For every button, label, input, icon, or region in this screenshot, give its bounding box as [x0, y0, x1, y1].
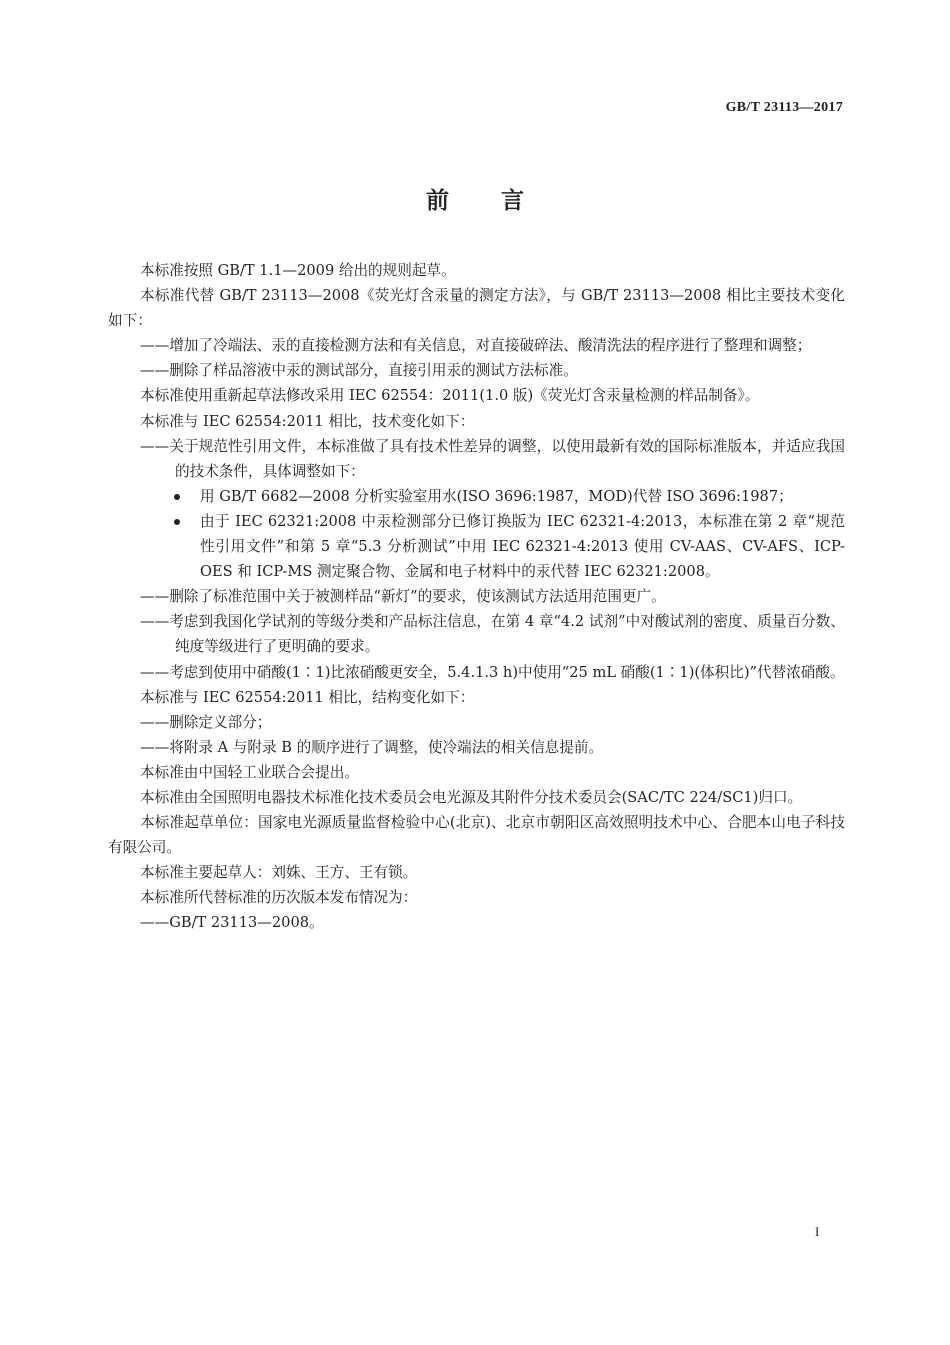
dash-list-item: [140, 660, 845, 685]
paragraph-text: 本标准与 IEC 62554:2011 相比，结构变化如下：: [140, 688, 475, 706]
paragraph: [108, 258, 845, 283]
paragraph-text: ——考虑到使用中硝酸(1∶1)比浓硝酸更安全，5.4.1.3 h)中使用“25 mL 硝酸(1∶1)(体积比)”代替浓硝酸。: [140, 663, 845, 681]
document-body: [108, 258, 845, 936]
paragraph: [108, 885, 845, 910]
page-number: I: [815, 1224, 820, 1239]
paragraph-text: ——删除了标准范围中关于被测样品“新灯”的要求，使该测试方法适用范围更广。: [140, 588, 666, 606]
dash-list-item: [140, 735, 845, 760]
page-title: 前言: [426, 187, 576, 214]
paragraph-text: 本标准代替 GB/T 23113—2008《荧光灯含汞量的测定方法》，与 GB/T 23113—2008 相比主要技术变化如下：: [108, 287, 845, 330]
paragraph-text: 本标准使用重新起草法修改采用 IEC 62554：2011(1.0 版)《荧光灯含汞量检测的样品制备》。: [140, 387, 760, 405]
paragraph-text: ——关于规范性引用文件，本标准做了具有技术性差异的调整，以使用最新有效的国际标准版本，并适应我国的技术条件，具体调整如下：: [140, 437, 845, 480]
bullet-icon: [174, 519, 180, 525]
paragraph-text: 本标准按照 GB/T 1.1—2009 给出的规则起草。: [140, 262, 456, 279]
paragraph: [108, 810, 845, 860]
dash-list-item: [140, 910, 845, 935]
paragraph-text: ——增加了冷端法、汞的直接检测方法和有关信息，对直接破碎法、酸清洗法的程序进行了整理和调整；: [140, 337, 812, 355]
paragraph-text: 由于 IEC 62321:2008 中汞检测部分已修订换版为 IEC 62321-4:2013，本标准在第 2 章“规范性引用文件”和第 5 章“5.3 分析测试”中用 IEC 62321-4:2013 使用 CV-AAS、CV-AFS、ICP-OES 和 ICP-MS 测定聚合物、金属和电子材料中的汞代替 IEC 62321:2008。: [200, 512, 845, 581]
paragraph-text: 本标准所代替标准的历次版本发布情况为：: [140, 889, 418, 907]
dash-list-item: [140, 434, 845, 484]
bullet-list-item: [200, 509, 845, 584]
paragraph: [108, 685, 845, 710]
paragraph-text: ——删除定义部分；: [140, 713, 272, 731]
dash-list-item: [140, 584, 845, 609]
paragraph: [108, 409, 845, 434]
paragraph: [108, 760, 845, 785]
document-number-header: GB/T 23113—2017: [725, 100, 843, 115]
paragraph-text: 本标准由中国轻工业联合会提出。: [140, 763, 359, 781]
bullet-list-item: [200, 484, 845, 509]
paragraph-text: ——删除了样品溶液中汞的测试部分，直接引用汞的测试方法标准。: [140, 362, 578, 380]
paragraph-text: ——考虑到我国化学试剂的等级分类和产品标注信息，在第 4 章“4.2 试剂”中对酸试剂的密度、质量百分数、纯度等级进行了更明确的要求。: [140, 613, 845, 656]
paragraph: [108, 785, 845, 810]
paragraph-text: ——将附录 A 与附录 B 的顺序进行了调整，使冷端法的相关信息提前。: [140, 738, 604, 756]
dash-list-item: [140, 358, 845, 383]
paragraph-text: ——GB/T 23113—2008。: [140, 914, 324, 932]
paragraph: [108, 383, 845, 408]
dash-list-item: [140, 710, 845, 735]
paragraph-text: 本标准由全国照明电器技术标准化技术委员会电光源及其附件分技术委员会(SAC/TC 224/SC1)归口。: [140, 788, 803, 806]
paragraph: [108, 860, 845, 885]
dash-list-item: [140, 609, 845, 659]
bullet-icon: [174, 494, 180, 500]
paragraph-text: 本标准起草单位：国家电光源质量监督检验中心(北京)、北京市朝阳区高效照明技术中心、合肥本山电子科技有限公司。: [108, 814, 845, 857]
paragraph-text: 用 GB/T 6682—2008 分析实验室用水(ISO 3696:1987，MOD)代替 ISO 3696:1987；: [200, 487, 793, 505]
paragraph-text: 本标准主要起草人：刘姝、王方、王有锁。: [140, 864, 418, 882]
paragraph-text: 本标准与 IEC 62554:2011 相比，技术变化如下：: [140, 412, 475, 430]
dash-list-item: [140, 333, 845, 358]
paragraph: [108, 283, 845, 333]
